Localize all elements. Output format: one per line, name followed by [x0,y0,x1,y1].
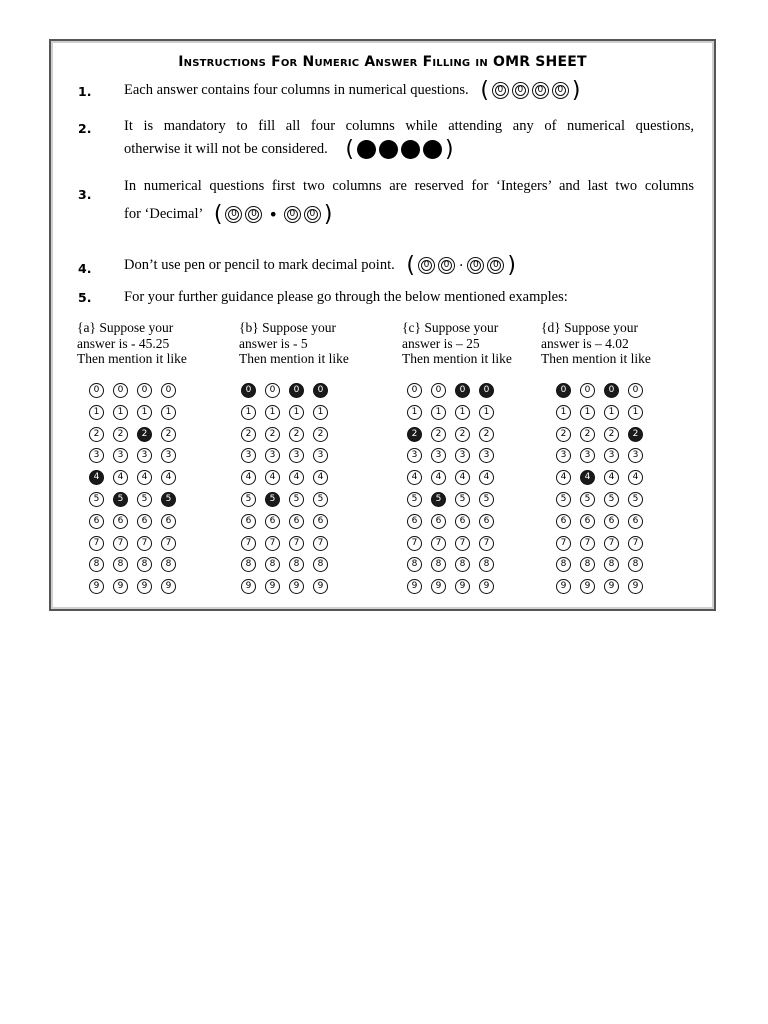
omr-bubble: 4 [604,470,619,485]
omr-bubble: 3 [313,448,328,463]
omr-bubble: 3 [407,448,422,463]
omr-bubble: 8 [241,557,256,572]
item-number: 4. [78,261,92,276]
filled-circle-icon [423,140,442,159]
example-c: {c} Suppose your answer is – 25 Then mention it like [402,320,512,366]
omr-bubble: 6 [628,514,643,529]
omr-bubble: 9 [313,579,328,594]
omr-bubble: 8 [455,557,470,572]
omr-bubble: 9 [89,579,104,594]
instruction-sheet [49,39,716,611]
omr-bubble: 9 [161,579,176,594]
omr-bubble: 5 [313,492,328,507]
omr-bubble: 7 [89,536,104,551]
omr-bubble: 7 [265,536,280,551]
omr-bubble: 8 [431,557,446,572]
omr-bubble: 9 [241,579,256,594]
omr-bubble: 6 [407,514,422,529]
omr-bubble: 4 [161,470,176,485]
omr-bubble: 0 [455,383,470,398]
omr-bubble: 9 [137,579,152,594]
omr-bubble: 2 [137,427,152,442]
omr-bubble: 9 [628,579,643,594]
omr-bubble: 8 [265,557,280,572]
omr-bubble: 8 [604,557,619,572]
omr-bubble: 3 [479,448,494,463]
omr-bubble: 8 [89,557,104,572]
omr-bubble: 2 [241,427,256,442]
omr-bubble: 5 [407,492,422,507]
omr-bubble: 1 [89,405,104,420]
omr-bubble: 3 [137,448,152,463]
filled-circle-icon [357,140,376,159]
omr-bubble: 7 [556,536,571,551]
omr-bubble: 8 [556,557,571,572]
omr-bubble: 0 [407,383,422,398]
omr-bubble: 2 [580,427,595,442]
omr-bubble: 3 [161,448,176,463]
omr-bubble: 5 [89,492,104,507]
omr-bubble: 4 [89,470,104,485]
omr-bubble: 4 [580,470,595,485]
omr-bubble: 1 [628,405,643,420]
omr-bubble: 4 [431,470,446,485]
omr-bubble: 0 [604,383,619,398]
omr-bubble: 9 [407,579,422,594]
omr-bubble: 1 [265,405,280,420]
omr-bubble: 5 [265,492,280,507]
circle-icon: 0 [532,82,549,99]
omr-bubble: 3 [580,448,595,463]
omr-bubble: 9 [455,579,470,594]
omr-bubble: 4 [407,470,422,485]
omr-bubble: 1 [313,405,328,420]
instruction-5: For your further guidance please go through the below mentioned examples: [124,289,568,305]
omr-bubble: 5 [556,492,571,507]
omr-bubble: 2 [479,427,494,442]
instruction-2b: otherwise it will not be considered. ( ) [124,136,454,162]
omr-bubble: 7 [628,536,643,551]
circle-icon: 0 [284,206,301,223]
omr-bubble: 5 [431,492,446,507]
instruction-text: Each answer contains four columns in numerical questions. [124,82,469,98]
omr-bubble: 6 [289,514,304,529]
omr-bubble: 1 [455,405,470,420]
omr-bubble: 4 [628,470,643,485]
omr-bubble: 4 [265,470,280,485]
circle-icon: 0 [467,257,484,274]
omr-bubble: 1 [556,405,571,420]
omr-bubble: 8 [580,557,595,572]
omr-bubble: 5 [161,492,176,507]
omr-bubble: 2 [431,427,446,442]
omr-bubble: 3 [431,448,446,463]
example-a: {a} Suppose your answer is - 45.25 Then mention it like [77,320,187,366]
circle-icon: 0 [552,82,569,99]
omr-bubble: 3 [604,448,619,463]
omr-bubble: 1 [289,405,304,420]
instruction-3a: In numerical questions first two columns are reserved for ‘Integers’ and last two columns [124,178,694,194]
omr-bubble: 4 [455,470,470,485]
omr-bubble: 8 [137,557,152,572]
omr-bubble: 4 [313,470,328,485]
omr-bubble: 5 [113,492,128,507]
omr-bubble: 2 [628,427,643,442]
omr-bubble: 0 [161,383,176,398]
omr-bubble: 7 [289,536,304,551]
omr-bubble: 1 [604,405,619,420]
omr-bubble: 8 [313,557,328,572]
omr-bubble: 9 [580,579,595,594]
example-d: {d} Suppose your answer is – 4.02 Then mention it like [541,320,651,366]
omr-bubble: 6 [604,514,619,529]
omr-bubble: 4 [137,470,152,485]
omr-bubble: 0 [113,383,128,398]
omr-bubble: 4 [556,470,571,485]
omr-bubble: 9 [479,579,494,594]
omr-bubble: 1 [479,405,494,420]
omr-bubble: 1 [407,405,422,420]
omr-bubble: 0 [89,383,104,398]
omr-bubble: 7 [431,536,446,551]
omr-bubble: 6 [455,514,470,529]
omr-bubble: 1 [161,405,176,420]
omr-bubble: 0 [556,383,571,398]
omr-bubble: 2 [89,427,104,442]
omr-bubble: 1 [580,405,595,420]
omr-bubble: 0 [289,383,304,398]
omr-bubble: 6 [113,514,128,529]
omr-bubble: 6 [241,514,256,529]
omr-bubble: 3 [455,448,470,463]
filled-circle-icon [401,140,420,159]
omr-bubble: 8 [289,557,304,572]
decimal-demo: ( 0 0 • 0 0 ) [213,201,333,227]
omr-bubble: 8 [628,557,643,572]
omr-bubble: 2 [289,427,304,442]
omr-bubble: 2 [407,427,422,442]
omr-bubble: 2 [313,427,328,442]
omr-bubble: 4 [113,470,128,485]
omr-bubble: 3 [265,448,280,463]
circle-icon: 0 [512,82,529,99]
page-title: Instructions For Numeric Answer Filling in OMR SHEET [178,54,587,70]
omr-bubble: 5 [289,492,304,507]
omr-bubble: 2 [161,427,176,442]
omr-bubble: 5 [137,492,152,507]
omr-bubble: 4 [289,470,304,485]
item-number: 1. [78,84,92,99]
item-number: 5. [78,290,92,305]
filled-circle-icon [379,140,398,159]
omr-bubble: 9 [604,579,619,594]
omr-bubble: 2 [265,427,280,442]
omr-bubble: 7 [161,536,176,551]
omr-bubble: 0 [241,383,256,398]
omr-bubble: 1 [137,405,152,420]
omr-bubble: 7 [241,536,256,551]
omr-bubble: 5 [628,492,643,507]
omr-bubble: 5 [604,492,619,507]
omr-bubble: 5 [241,492,256,507]
omr-bubble: 7 [580,536,595,551]
omr-bubble: 7 [455,536,470,551]
omr-bubble: 0 [265,383,280,398]
omr-bubble: 6 [556,514,571,529]
instruction-1 [124,78,581,102]
omr-bubble: 0 [431,383,446,398]
omr-bubble: 0 [479,383,494,398]
item-number: 2. [78,121,92,136]
omr-bubble: 5 [455,492,470,507]
omr-bubble: 8 [113,557,128,572]
omr-bubble: 5 [479,492,494,507]
omr-bubble: 6 [479,514,494,529]
omr-bubble: 3 [289,448,304,463]
omr-bubble: 0 [137,383,152,398]
omr-bubble: 3 [113,448,128,463]
omr-bubble: 1 [113,405,128,420]
omr-bubble: 3 [556,448,571,463]
omr-bubble: 6 [265,514,280,529]
filled-circles-demo: ( ) [345,136,454,162]
omr-bubble: 9 [265,579,280,594]
omr-bubble: 0 [313,383,328,398]
omr-bubble: 6 [161,514,176,529]
omr-bubble: 0 [628,383,643,398]
omr-bubble: 3 [241,448,256,463]
omr-bubble: 9 [289,579,304,594]
omr-bubble: 6 [431,514,446,529]
omr-bubble: 6 [137,514,152,529]
omr-bubble: 2 [604,427,619,442]
example-b: {b} Suppose your answer is - 5 Then mention it like [239,320,349,366]
omr-bubble: 9 [556,579,571,594]
circle-icon: 0 [492,82,509,99]
omr-bubble: 2 [455,427,470,442]
omr-bubble: 0 [580,383,595,398]
omr-bubble: 4 [479,470,494,485]
omr-bubble: 7 [313,536,328,551]
circle-icon: 0 [245,206,262,223]
open-circles-demo: ( 0 0 0 0 ) [480,77,581,103]
circle-icon: 0 [418,257,435,274]
omr-bubble: 7 [407,536,422,551]
omr-bubble: 6 [89,514,104,529]
omr-bubble: 1 [241,405,256,420]
omr-bubble: 2 [113,427,128,442]
omr-bubble: 6 [313,514,328,529]
omr-bubble: 7 [479,536,494,551]
circle-icon: 0 [487,257,504,274]
omr-bubble: 2 [556,427,571,442]
circle-icon: 0 [225,206,242,223]
instruction-4: Don’t use pen or pencil to mark decimal point. ( 0 0 · 0 0 ) [124,252,517,278]
omr-bubble: 7 [137,536,152,551]
instruction-2a: It is mandatory to fill all four columns while attending any of numerical questions, [124,118,694,134]
omr-bubble: 7 [604,536,619,551]
omr-bubble: 9 [431,579,446,594]
omr-bubble: 4 [241,470,256,485]
omr-bubble: 7 [113,536,128,551]
omr-bubble: 8 [161,557,176,572]
omr-bubble: 3 [628,448,643,463]
omr-bubble: 3 [89,448,104,463]
omr-bubble: 9 [113,579,128,594]
omr-bubble: 1 [431,405,446,420]
decimal-point-demo: ( 0 0 · 0 0 ) [406,252,517,278]
omr-bubble: 5 [580,492,595,507]
omr-bubble: 8 [479,557,494,572]
omr-bubble: 8 [407,557,422,572]
circle-icon: 0 [438,257,455,274]
item-number: 3. [78,187,92,202]
omr-bubble: 6 [580,514,595,529]
circle-icon: 0 [304,206,321,223]
instruction-3b: for ‘Decimal’ ( 0 0 • 0 0 ) [124,201,333,227]
